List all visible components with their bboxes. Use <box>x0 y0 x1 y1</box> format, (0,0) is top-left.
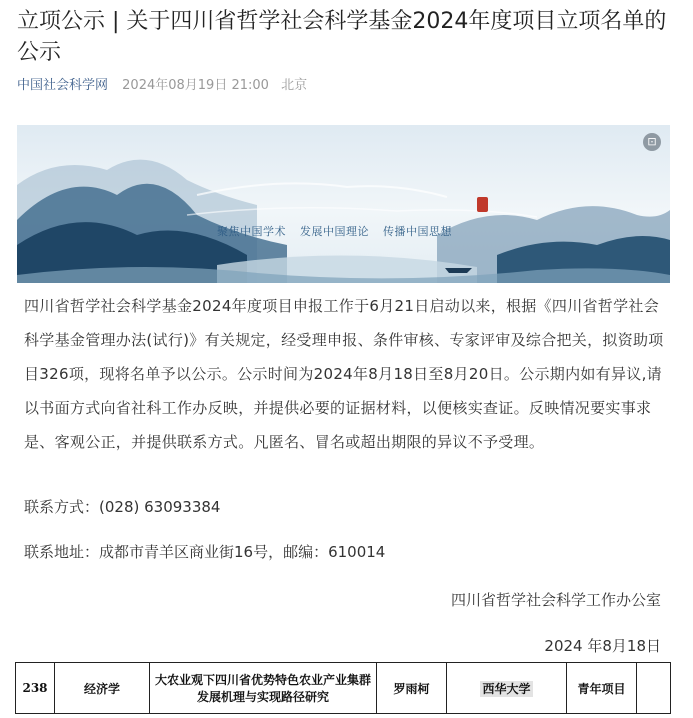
signature-date: 2024 年8月18日 <box>544 637 661 655</box>
article-meta <box>17 74 307 93</box>
table-cell-project-type: 青年项目 <box>567 663 637 714</box>
contact-address: 联系地址：成都市青羊区商业街16号，邮编：610014 <box>24 543 386 561</box>
table-cell-project-title: 大农业观下四川省优势特色农业产业集群发展机理与实现路径研究 <box>150 663 377 714</box>
publish-time: 2024年08月19日 21:00 <box>122 78 269 93</box>
table-cell-institution: 西华大学 <box>447 663 567 714</box>
body-paragraph: 四川省哲学社会科学基金2024年度项目申报工作于6月21日启动以来，根据《四川省哲学社会科学基金管理办法(试行)》有关规定，经受理申报、条件审核、专家评审及综合把关，拟资助项目326项，现将名单予以公示。公示时间为2024年8月18日至8月20日。公示期内如有异议,请以书面方式向省社科工作办反映，并提供必要的证据材料，以便核实查证。反映情况要实事求是、客观公正，并提供联系方式。凡匿名、冒名或超出期限的异议不予受理。 <box>24 297 664 451</box>
table-cell-discipline: 经济学 <box>55 663 150 714</box>
table-cell-id: 238 <box>16 663 55 714</box>
article-title: 立项公示 | 关于四川省哲学社会科学基金2024年度项目立项名单的公示 <box>17 9 667 65</box>
table-cell-leader: 罗雨柯 <box>377 663 447 714</box>
landscape-illustration <box>17 125 670 283</box>
fullscreen-icon[interactable]: ⊡ <box>643 133 661 151</box>
source-link[interactable]: 中国社会科学网 <box>17 78 109 93</box>
banner-slogan: 聚焦中国学术 发展中国理论 传播中国思想 <box>217 225 452 238</box>
org-signature: 四川省哲学社会科学工作办公室 <box>450 591 661 609</box>
banner-image <box>17 125 670 283</box>
contact-phone: 联系方式：(028) 63093384 <box>24 498 221 516</box>
table-cell-empty <box>637 663 671 714</box>
publish-location: 北京 <box>281 78 308 93</box>
table-row <box>16 663 671 714</box>
project-table <box>15 662 671 714</box>
seal-icon <box>477 197 488 212</box>
